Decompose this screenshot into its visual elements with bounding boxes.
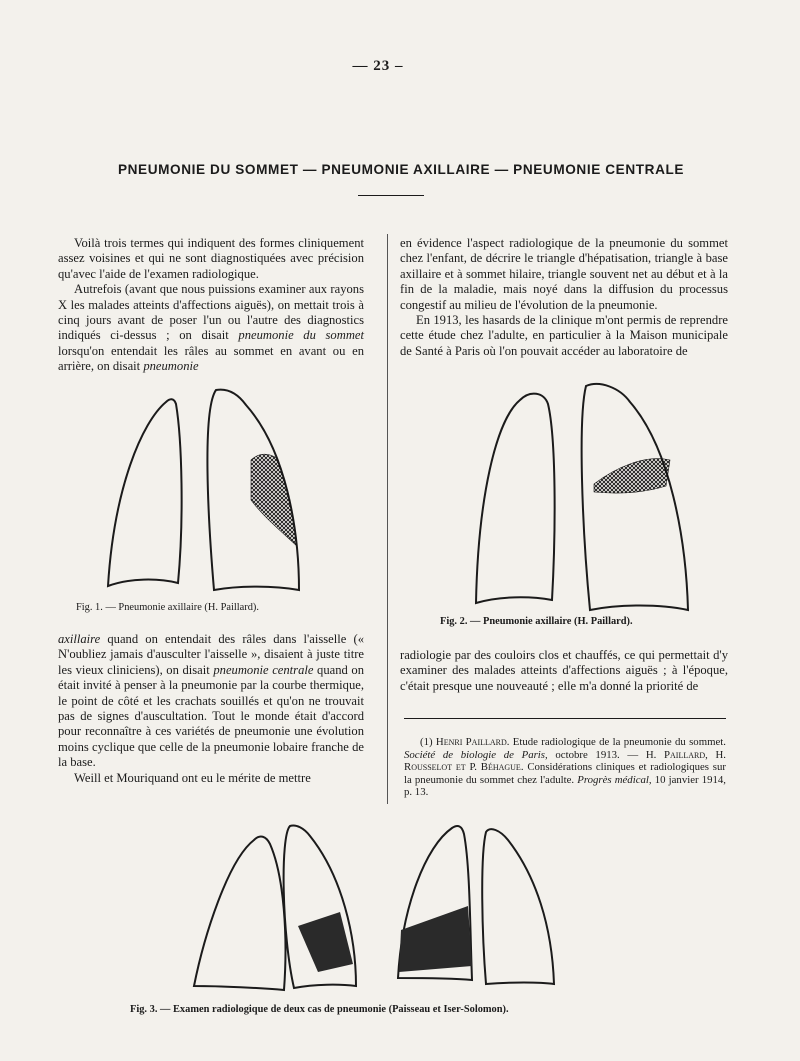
hatched-opacity — [594, 459, 670, 494]
emphasis: pneumonie — [143, 359, 199, 374]
text-run: octobre 1913. — — [547, 748, 646, 761]
text-run: Considérations cliniques et radiologiques sur la pneumonie du sommet chez l'adulte. — [404, 761, 726, 786]
figure-1-lung-diagram — [96, 380, 316, 598]
figure-3-case-1 — [194, 825, 356, 990]
left-column-text-lower — [58, 632, 364, 786]
footnote-rule — [404, 718, 726, 719]
right-column-text-upper — [400, 236, 728, 359]
footnote — [404, 736, 726, 799]
text-run: quand on était invité à penser à la pneumonie par la courbe thermique, le point de côté et les crachats souillés et qu'on ne trouvait pas de signes d'auscultation. Tout le monde était d'accord pour reconnaître à ces variétés de pneumonie une évolution moins cyclique que celle de la pneumonie lobaire franche de la base. — [58, 662, 364, 770]
footnote-author: Henri Paillard. — [435, 736, 510, 748]
paragraph-weill: Weill et Mouriquand ont eu le mérite de mettre — [74, 770, 311, 785]
case-2-opacity — [399, 906, 472, 972]
footnote-journal: Progrès médical, — [577, 773, 652, 786]
paragraph-autrefois — [58, 282, 364, 374]
text-run: Etude radiologique de la pneumonie du sommet. — [509, 736, 726, 748]
footnote-marker: (1) — [420, 736, 433, 748]
right-column-text-lower — [400, 648, 728, 694]
case-1-left-lung — [194, 837, 285, 990]
left-lung-outline — [476, 394, 555, 603]
section-title: PNEUMONIE DU SOMMET — PNEUMONIE AXILLAIRE — PNEUMONIE CENTRALE — [117, 162, 685, 177]
footnote-text — [404, 736, 726, 799]
paragraph-radiologie: radiologie par des couloirs clos et chauffés, ce qui permettait d'y examiner des malades atteints d'affections aiguës ; à l'époque, c'était presque une nouveauté ; elle m'a donné la priorité de — [400, 648, 728, 693]
page-number: — 23 – — [352, 58, 404, 74]
right-lung-outline — [582, 384, 688, 610]
text-run: 10 janvier 1914, p. 13. — [404, 773, 727, 799]
emphasis: pneumonie du sommet — [238, 328, 365, 343]
case-1-opacity — [298, 912, 353, 972]
figure-3-lung-diagrams — [190, 816, 590, 998]
emphasis: axillaire — [58, 632, 101, 646]
paragraph-evidence: en évidence l'aspect radiologique de la pneumonie du sommet chez l'enfant, de décrire le triangle d'hépatisation, triangle à base axillaire et à sommet hilaire, triangle souvent net au début et à la fin de la maladie, mais noyé dans la diffusion du processus congestif au milieu de l'évolution de la pneumonie. — [400, 236, 728, 312]
footnote-authors: H. Paillard, H. Rousselot et P. Béhague. — [404, 748, 726, 774]
hatched-opacity — [251, 454, 301, 550]
left-column-text-upper — [58, 236, 364, 375]
text-run: lorsqu'on entendait les râles au sommet en avant ou en arrière, on disait — [58, 343, 364, 374]
figure-2-lung-diagram — [460, 378, 700, 614]
figure-2-caption: Fig. 2. — Pneumonie axillaire (H. Paillard). — [440, 616, 633, 627]
figure-3-case-2 — [398, 826, 554, 984]
paragraph-axillaire — [58, 632, 364, 771]
emphasis: pneumonie centrale — [213, 662, 314, 677]
title-rule — [358, 195, 424, 196]
footnote-journal: Société de biologie de Paris, — [404, 748, 548, 761]
paragraph-intro: Voilà trois termes qui indiquent des formes cliniquement assez voisines et qui ne sont diagnostiquées avec précision qu'avec l'aide de l'examen radiologique. — [58, 236, 364, 281]
figure-3-caption: Fig. 3. — Examen radiologique de deux cas de pneumonie (Paisseau et Iser-Solomon). — [130, 1004, 509, 1015]
column-divider — [387, 234, 388, 804]
text-run: quand on entendait des râles dans l'aisselle (« N'oubliez jamais d'ausculter l'aisselle », disaient à juste titre les vieux cliniciens), on disait — [58, 632, 364, 677]
left-lung-outline — [108, 399, 182, 586]
text-run: Autrefois (avant que nous puissions examiner aux rayons X les malades atteints d'affections aiguës), on mettait trois à cinq jours avant de poser l'un ou l'autre des diagnostics indiqués ci-dessus ; on disait — [58, 282, 364, 343]
figure-1-caption: Fig. 1. — Pneumonie axillaire (H. Paillard). — [76, 602, 259, 613]
case-2-right-lung — [482, 829, 554, 984]
paragraph-1913: En 1913, les hasards de la clinique m'ont permis de reprendre cette étude chez l'adulte, en particulier à la Maison municipale de Santé à Paris où l'on pouvait accéder au laboratoire de — [400, 313, 728, 358]
